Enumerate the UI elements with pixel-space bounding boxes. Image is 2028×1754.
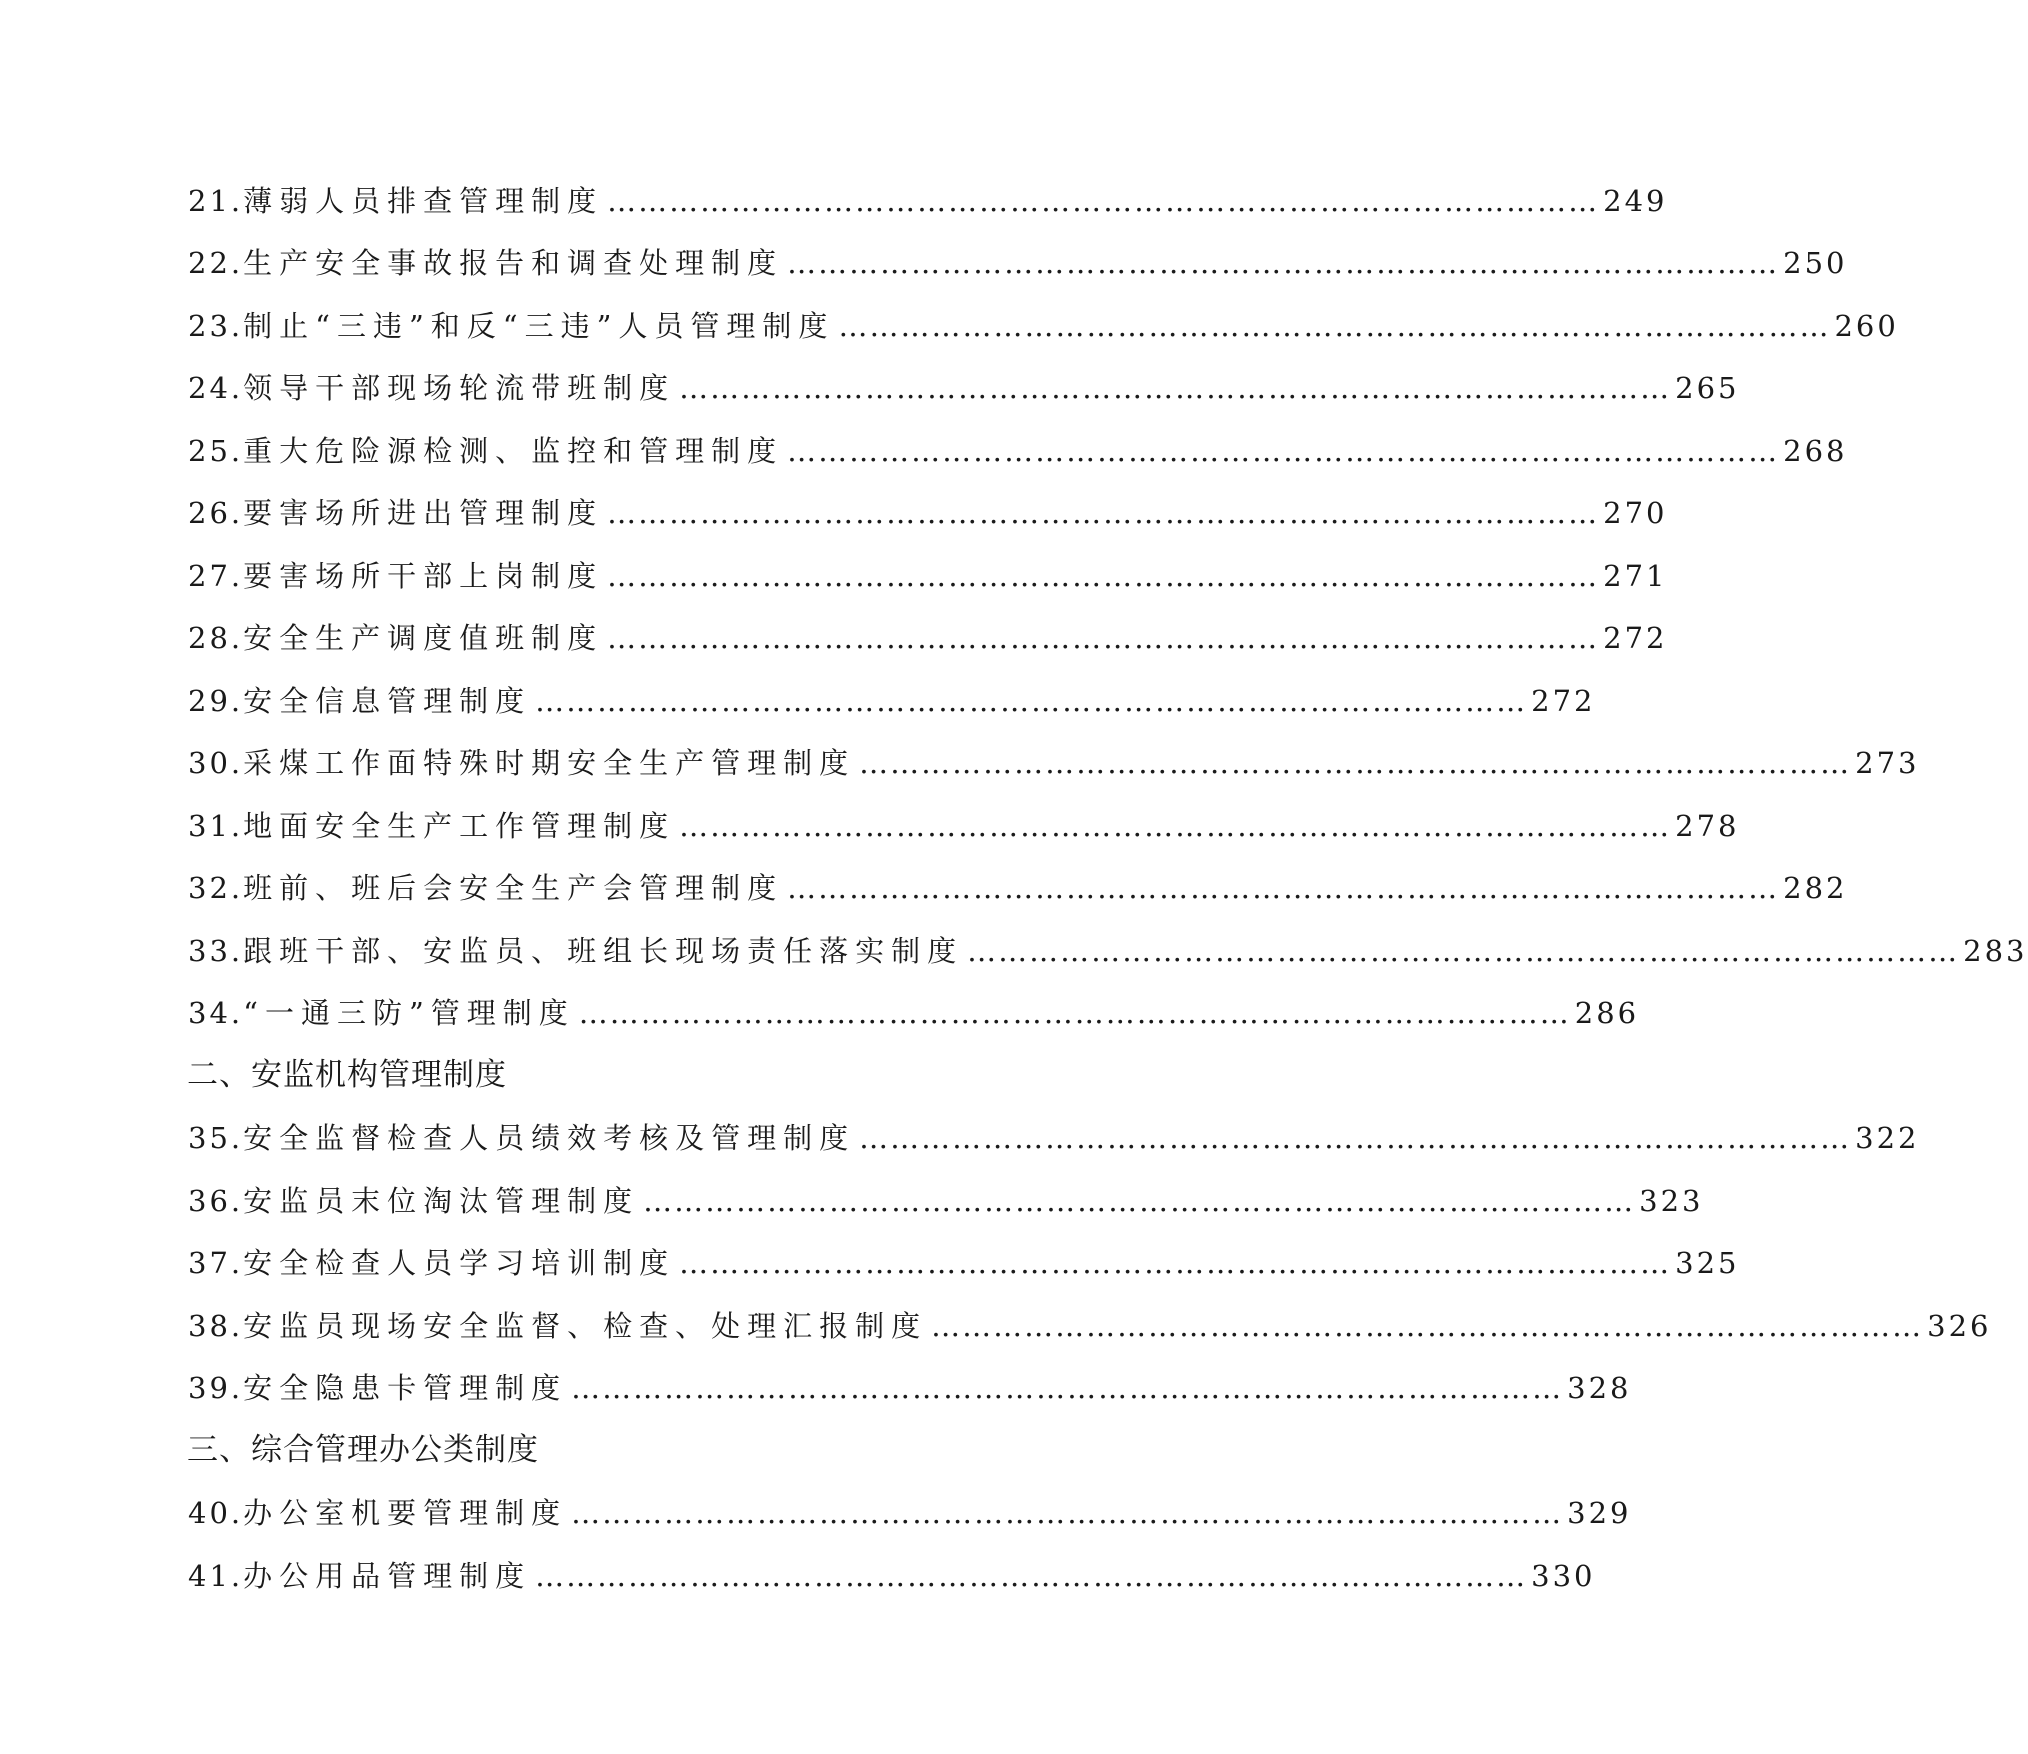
- dot-leader: ……………………………………………………………………………………: [535, 683, 1528, 718]
- entry-number: 35.: [188, 1121, 244, 1155]
- toc-entry[interactable]: [188, 1283, 1992, 1346]
- table-of-contents: [187, 158, 2028, 1596]
- entry-title: 跟班干部、安监员、班组长现场责任落实制度: [243, 933, 964, 968]
- page-number: 249: [1603, 183, 1668, 218]
- entry-number: 21.: [188, 183, 244, 218]
- page-number: 322: [1855, 1121, 1920, 1155]
- toc-entry[interactable]: [188, 158, 1668, 221]
- entry-title: 安全监督检查人员绩效考核及管理制度: [243, 1121, 856, 1155]
- toc-entry[interactable]: [188, 908, 2028, 971]
- entry-title: 领导干部现场轮流带班制度: [243, 371, 676, 405]
- toc-entry[interactable]: [188, 1533, 1596, 1596]
- dot-leader: ……………………………………………………………………………………: [607, 558, 1600, 593]
- entry-number: 38.: [188, 1308, 244, 1343]
- entry-title: 安全检查人员学习培训制度: [243, 1246, 676, 1280]
- entry-title: 生产安全事故报告和调查处理制度: [243, 246, 784, 280]
- entry-number: 37.: [188, 1246, 244, 1280]
- entry-number: 31.: [188, 808, 244, 843]
- entry-number: 29.: [188, 683, 244, 718]
- entry-number: 39.: [188, 1371, 244, 1405]
- section-heading: 二、安监机构管理制度: [187, 1056, 507, 1093]
- toc-entry[interactable]: [188, 1346, 1632, 1409]
- entry-title: 重大危险源检测、监控和管理制度: [243, 433, 784, 468]
- entry-title: “一通三防”管理制度: [243, 996, 575, 1030]
- entry-title: 地面安全生产工作管理制度: [243, 808, 676, 843]
- toc-entry[interactable]: [188, 783, 1740, 846]
- dot-leader: ……………………………………………………………………………………: [578, 996, 1571, 1030]
- entry-title: 安监员现场安全监督、检查、处理汇报制度: [243, 1308, 928, 1343]
- toc-entry[interactable]: [188, 408, 1848, 471]
- entry-title: 要害场所干部上岗制度: [243, 558, 604, 593]
- page-number: 278: [1675, 808, 1740, 843]
- page-number: 260: [1834, 308, 1899, 343]
- entry-number: 33.: [188, 933, 244, 968]
- page-number: 329: [1567, 1496, 1632, 1530]
- entry-number: 28.: [188, 621, 244, 655]
- entry-title: 班前、班后会安全生产会管理制度: [243, 871, 784, 905]
- entry-title: 办公用品管理制度: [243, 1558, 532, 1593]
- dot-leader: ……………………………………………………………………………………: [787, 433, 1780, 468]
- page-number: 272: [1531, 683, 1596, 718]
- entry-title: 安全隐患卡管理制度: [243, 1371, 568, 1405]
- entry-title: 采煤工作面特殊时期安全生产管理制度: [243, 746, 856, 780]
- page-number: 268: [1783, 433, 1848, 468]
- dot-leader: ……………………………………………………………………………………: [607, 183, 1600, 218]
- dot-leader: ……………………………………………………………………………………: [571, 1371, 1564, 1405]
- page-number: 250: [1783, 246, 1848, 280]
- entry-title: 制止“三违”和反“三违”人员管理制度: [243, 308, 835, 343]
- dot-leader: ……………………………………………………………………………………: [571, 1496, 1564, 1530]
- toc-entry[interactable]: [188, 533, 1668, 596]
- dot-leader: ……………………………………………………………………………………: [931, 1308, 1924, 1343]
- dot-leader: ……………………………………………………………………………………: [535, 1558, 1528, 1593]
- page-number: 282: [1783, 871, 1848, 905]
- page-number: 270: [1603, 496, 1668, 530]
- dot-leader: ……………………………………………………………………………………: [679, 808, 1672, 843]
- toc-entry[interactable]: [188, 1096, 1920, 1159]
- dot-leader: ……………………………………………………………………………………: [787, 871, 1780, 905]
- page-number: 323: [1639, 1183, 1704, 1218]
- page-number: 272: [1603, 621, 1668, 655]
- dot-leader: ……………………………………………………………………………………: [859, 1121, 1852, 1155]
- entry-title: 薄弱人员排查管理制度: [243, 183, 604, 218]
- toc-entry[interactable]: [188, 596, 1668, 659]
- entry-number: 25.: [188, 433, 244, 468]
- toc-entry[interactable]: [188, 221, 1848, 284]
- page-number: 271: [1603, 558, 1668, 593]
- entry-number: 22.: [188, 246, 244, 280]
- page-number: 265: [1675, 371, 1740, 405]
- dot-leader: ……………………………………………………………………………………: [838, 308, 1831, 343]
- toc-entry[interactable]: [188, 846, 1848, 909]
- toc-entry[interactable]: [188, 346, 1740, 409]
- toc-entry[interactable]: [188, 471, 1668, 534]
- entry-number: 24.: [188, 371, 244, 405]
- entry-title: 办公室机要管理制度: [243, 1496, 568, 1530]
- page-number: 330: [1531, 1558, 1596, 1593]
- section-heading: 三、综合管理办公类制度: [187, 1431, 539, 1468]
- entry-title: 安全信息管理制度: [243, 683, 532, 718]
- entry-number: 27.: [188, 558, 244, 593]
- page-number: 286: [1574, 996, 1640, 1030]
- entry-number: 36.: [188, 1183, 244, 1218]
- entry-number: 26.: [188, 496, 244, 530]
- page-number: 283: [1963, 933, 2028, 968]
- dot-leader: ……………………………………………………………………………………: [607, 496, 1600, 530]
- page-number: 273: [1855, 746, 1920, 780]
- toc-entry[interactable]: [188, 1471, 1632, 1534]
- page-number: 328: [1567, 1371, 1632, 1405]
- entry-number: 30.: [188, 746, 244, 780]
- dot-leader: ……………………………………………………………………………………: [787, 246, 1780, 280]
- page-number: 325: [1675, 1246, 1740, 1280]
- toc-entry[interactable]: [188, 1158, 1704, 1221]
- entry-number: 32.: [188, 871, 244, 905]
- dot-leader: ……………………………………………………………………………………: [679, 1246, 1672, 1280]
- entry-number: 23.: [188, 308, 244, 343]
- toc-entry[interactable]: [188, 971, 1640, 1034]
- page-number: 326: [1927, 1308, 1992, 1343]
- toc-entry[interactable]: [188, 658, 1596, 721]
- toc-entry[interactable]: [188, 1221, 1740, 1284]
- entry-title: 安监员末位淘汰管理制度: [243, 1183, 640, 1218]
- dot-leader: ……………………………………………………………………………………: [643, 1183, 1636, 1218]
- toc-entry[interactable]: [188, 283, 1899, 346]
- dot-leader: ……………………………………………………………………………………: [679, 371, 1672, 405]
- entry-title: 安全生产调度值班制度: [243, 621, 604, 655]
- dot-leader: ……………………………………………………………………………………: [967, 933, 1960, 968]
- entry-title: 要害场所进出管理制度: [243, 496, 604, 530]
- toc-entry[interactable]: [188, 721, 1920, 784]
- entry-number: 34.: [188, 996, 244, 1030]
- dot-leader: ……………………………………………………………………………………: [607, 621, 1600, 655]
- dot-leader: ……………………………………………………………………………………: [859, 746, 1852, 780]
- entry-number: 41.: [188, 1558, 244, 1593]
- entry-number: 40.: [188, 1496, 244, 1530]
